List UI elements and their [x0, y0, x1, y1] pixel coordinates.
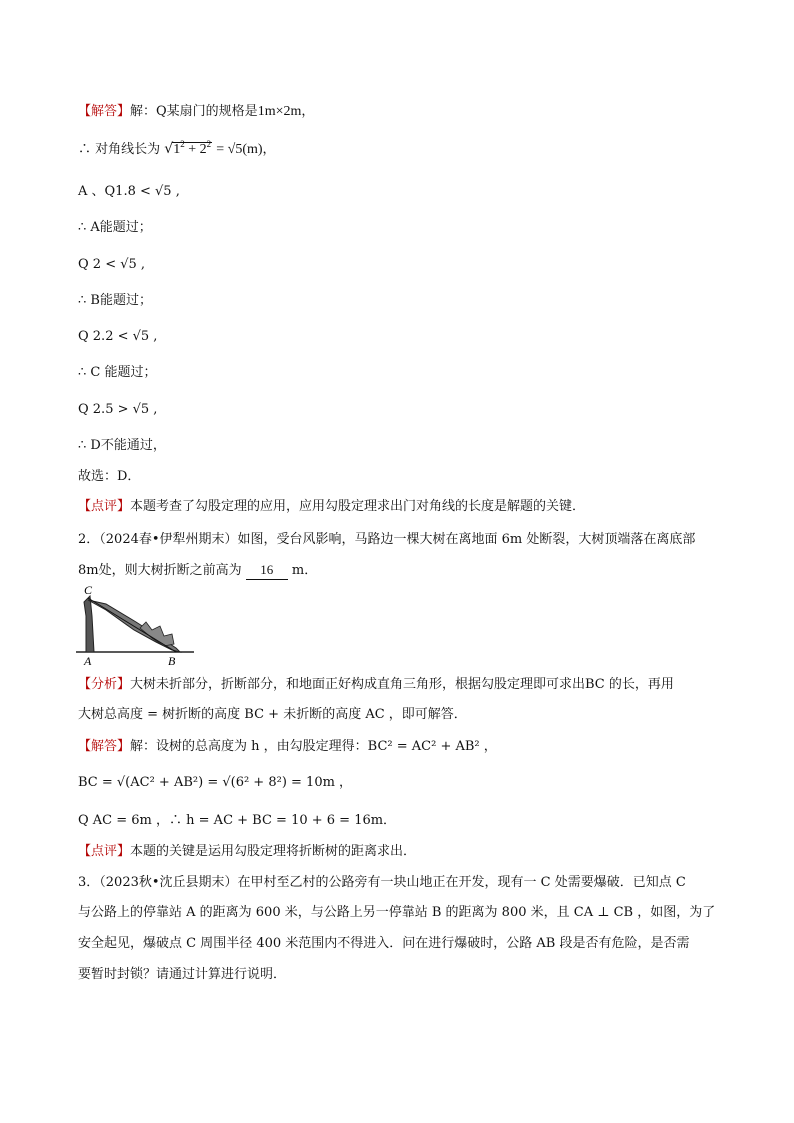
q2-analysis-line-2: 大树总高度 = 树折断的高度 BC + 未折断的高度 AC ，即可解答． — [78, 707, 467, 722]
q1-solution-line-3: A 、Q1.8 < √5 , — [78, 184, 180, 199]
text: m． — [291, 563, 318, 578]
q2-comment — [78, 843, 416, 861]
broken-tree-figure — [76, 586, 196, 668]
math-sqrt: $√1^2 + 2^2$ — [164, 139, 212, 157]
q2-analysis-line-1 — [78, 676, 674, 694]
q1-comment — [78, 498, 585, 516]
q1-solution-line-2: ∴ 对角线长为 $√1^2 + 2^2 = √5(m)$， — [78, 139, 276, 157]
text: 8m处，则大树折断之前高为 — [78, 563, 242, 578]
q2-solution-line-1 — [78, 738, 497, 756]
q1-solution-line-5: Q 2 < √5 , — [78, 257, 146, 272]
text: 解：设树的总高度为 h ，由勾股定理得：BC² = AC² + AB² ， — [130, 739, 497, 754]
label-a: A — [84, 654, 92, 668]
q1-solution-line-4: ∴ A能题过； — [78, 220, 152, 235]
q1-solution-line-7: Q 2.2 < √5 , — [78, 329, 158, 344]
math: 1m×2m — [257, 104, 302, 119]
label-c: C — [84, 586, 93, 597]
text: 本题的关键是运用勾股定理将折断树的距离求出． — [130, 844, 417, 859]
text: ∴ 对角线长为 — [78, 142, 161, 157]
q1-solution-line-9: Q 2.5 > √5 , — [78, 402, 158, 417]
text: 大树未折部分，折断部分，和地面正好构成直角三角形，根据勾股定理即可求出BC 的长，再用 — [130, 677, 674, 692]
answer-blank: 16 — [246, 561, 288, 580]
q1-solution-line-11: 故选：D． — [78, 469, 141, 484]
q1-solution-line-8: ∴ C 能题过； — [78, 365, 157, 380]
q2-solution-line-2: BC = √(AC² + AB²) = √(6² + 8²) = 10m ， — [78, 775, 353, 790]
broken-tree-illustration — [76, 586, 196, 668]
analysis-tag: 【分析】 — [78, 677, 131, 692]
q1-solution-line-10: ∴ D不能通过， — [78, 438, 166, 453]
text: 本题考查了勾股定理的应用，应用勾股定理求出门对角线的长度是解题的关键． — [130, 499, 586, 514]
q2-stem-line-2 — [78, 561, 317, 580]
q1-solution-line-6: ∴ B能题过； — [78, 293, 152, 308]
q3-stem-line-3: 安全起见，爆破点 C 周围半径 400 米范围内不得进入．问在进行爆破时，公路 AB 段是否有危险，是否需 — [78, 936, 690, 951]
answer-tag: 【解答】 — [78, 739, 131, 754]
comment-tag: 【点评】 — [78, 844, 131, 859]
q1-solution-line-1: 【解答】解：Q某扇门的规格是1m×2m， — [78, 104, 315, 119]
text: 解：Q某扇门的规格是 — [130, 104, 258, 119]
q3-stem-line-1: 3．（2023秋•沈丘县期末）在甲村至乙村的公路旁有一块山地正在开发，现有一 C 处需要爆破．已知点 C — [78, 875, 686, 890]
q2-solution-line-3: Q AC = 6m ，∴ h = AC + BC = 10 + 6 = 16m． — [78, 813, 397, 828]
q3-stem-line-4: 要暂时封锁？请通过计算进行说明． — [78, 967, 287, 982]
q3-stem-line-2: 与公路上的停靠站 A 的距离为 600 米，与公路上另一停靠站 B 的距离为 800 米，且 CA ⊥ CB ，如图，为了 — [78, 905, 716, 920]
q2-stem-line-1: 2．（2024春•伊犁州期末）如图，受台风影响，马路边一棵大树在离地面 6m 处断裂，大树顶端落在离底部 — [78, 532, 696, 547]
answer-tag: 【解答】 — [78, 104, 131, 119]
label-b: B — [168, 654, 176, 668]
math: = √5(m) — [216, 142, 263, 157]
comment-tag: 【点评】 — [78, 499, 131, 514]
